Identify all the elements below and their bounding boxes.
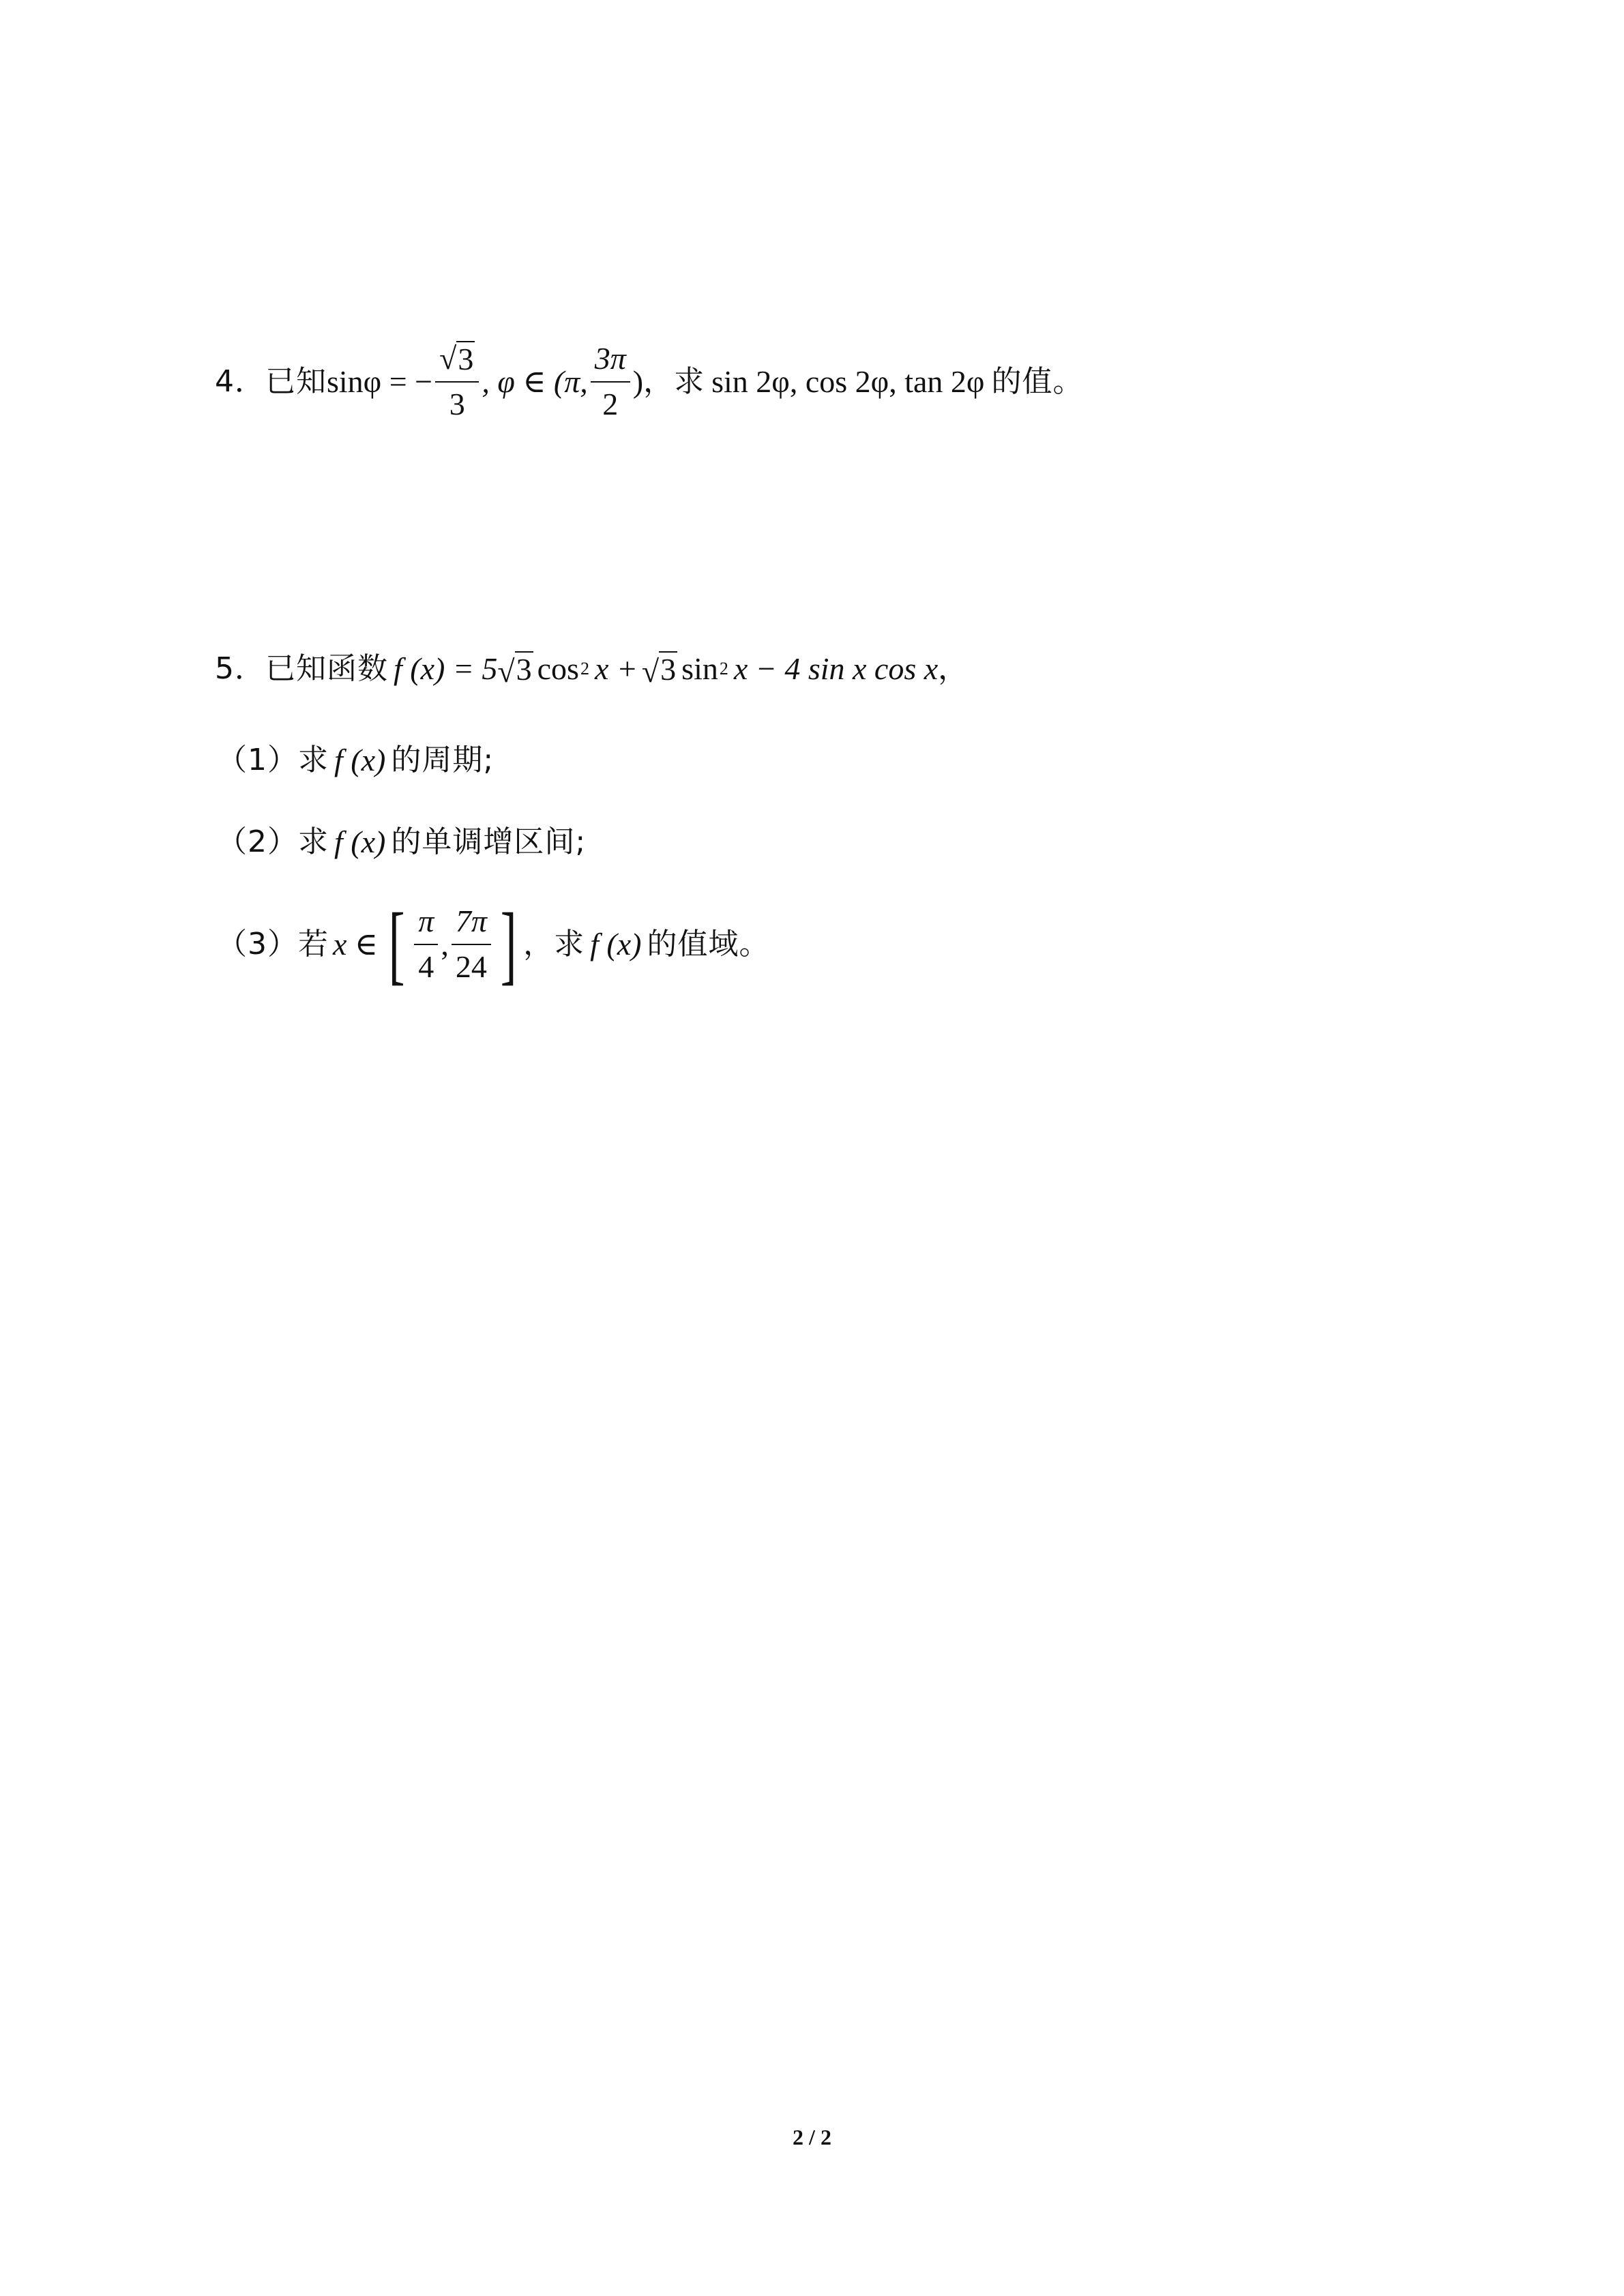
q4-close-paren: ) <box>632 363 644 399</box>
q5-x-minus: x − 4 sin x cos x <box>733 651 939 687</box>
interval-right-bracket: ] <box>500 895 517 994</box>
q4-ask: ，求 <box>643 363 705 399</box>
q5-sin: sin <box>681 651 718 687</box>
q5-part-1: （1）求 f (x) 的周期; <box>217 743 494 777</box>
q4-fraction-sqrt3-over-3: √ 3 3 <box>435 341 479 423</box>
q5-part-2: （2）求 f (x) 的单调增区间; <box>217 824 587 859</box>
q4-sin-phi: sinφ = − <box>327 363 433 399</box>
q4-tail: 的值。 <box>991 363 1084 399</box>
q5-sqrt-b: √ 3 <box>641 652 677 689</box>
question-5 <box>215 651 969 687</box>
q4-phi-in: , φ ∈ (π, <box>482 363 588 399</box>
q4-fraction-3pi-over-2: $\frac{3\pi}{2}$ <box>591 341 630 423</box>
page-number: 2 / 2 <box>793 2125 831 2149</box>
q5-x-plus: x + <box>594 651 638 687</box>
q5-lead: 已知函数 <box>265 651 388 687</box>
q5-fraction-pi-over-4: $\frac{\pi}{4}$ <box>414 904 438 985</box>
q5-part-3: （3）若 x ∈ [ $\frac{\pi}{4}$ , $\frac{7\pi}{24}$ ] ，求 f (x) 的值域。 <box>217 895 770 994</box>
q5-fraction-7pi-over-24: $\frac{7\pi}{24}$ <box>452 904 491 985</box>
q5-fx: f (x) = 5 <box>394 651 498 687</box>
q5-number: 5． <box>215 651 265 687</box>
q5-sqrt-a: √ 3 <box>497 652 532 689</box>
interval-left-bracket: [ <box>388 895 405 994</box>
q4-number: 4． <box>215 363 265 399</box>
q4-sqrt: √ 3 <box>439 341 474 377</box>
q5-cos: cos <box>537 651 579 687</box>
q4-targets: sin 2φ, cos 2φ, tan 2φ <box>711 363 985 399</box>
question-4 <box>215 341 1083 423</box>
q5-sin-exponent: 2 <box>719 659 728 679</box>
q5-tail: ， <box>938 651 969 687</box>
q4-lead: 已知 <box>265 363 327 399</box>
q5-cos-exponent: 2 <box>580 659 589 679</box>
